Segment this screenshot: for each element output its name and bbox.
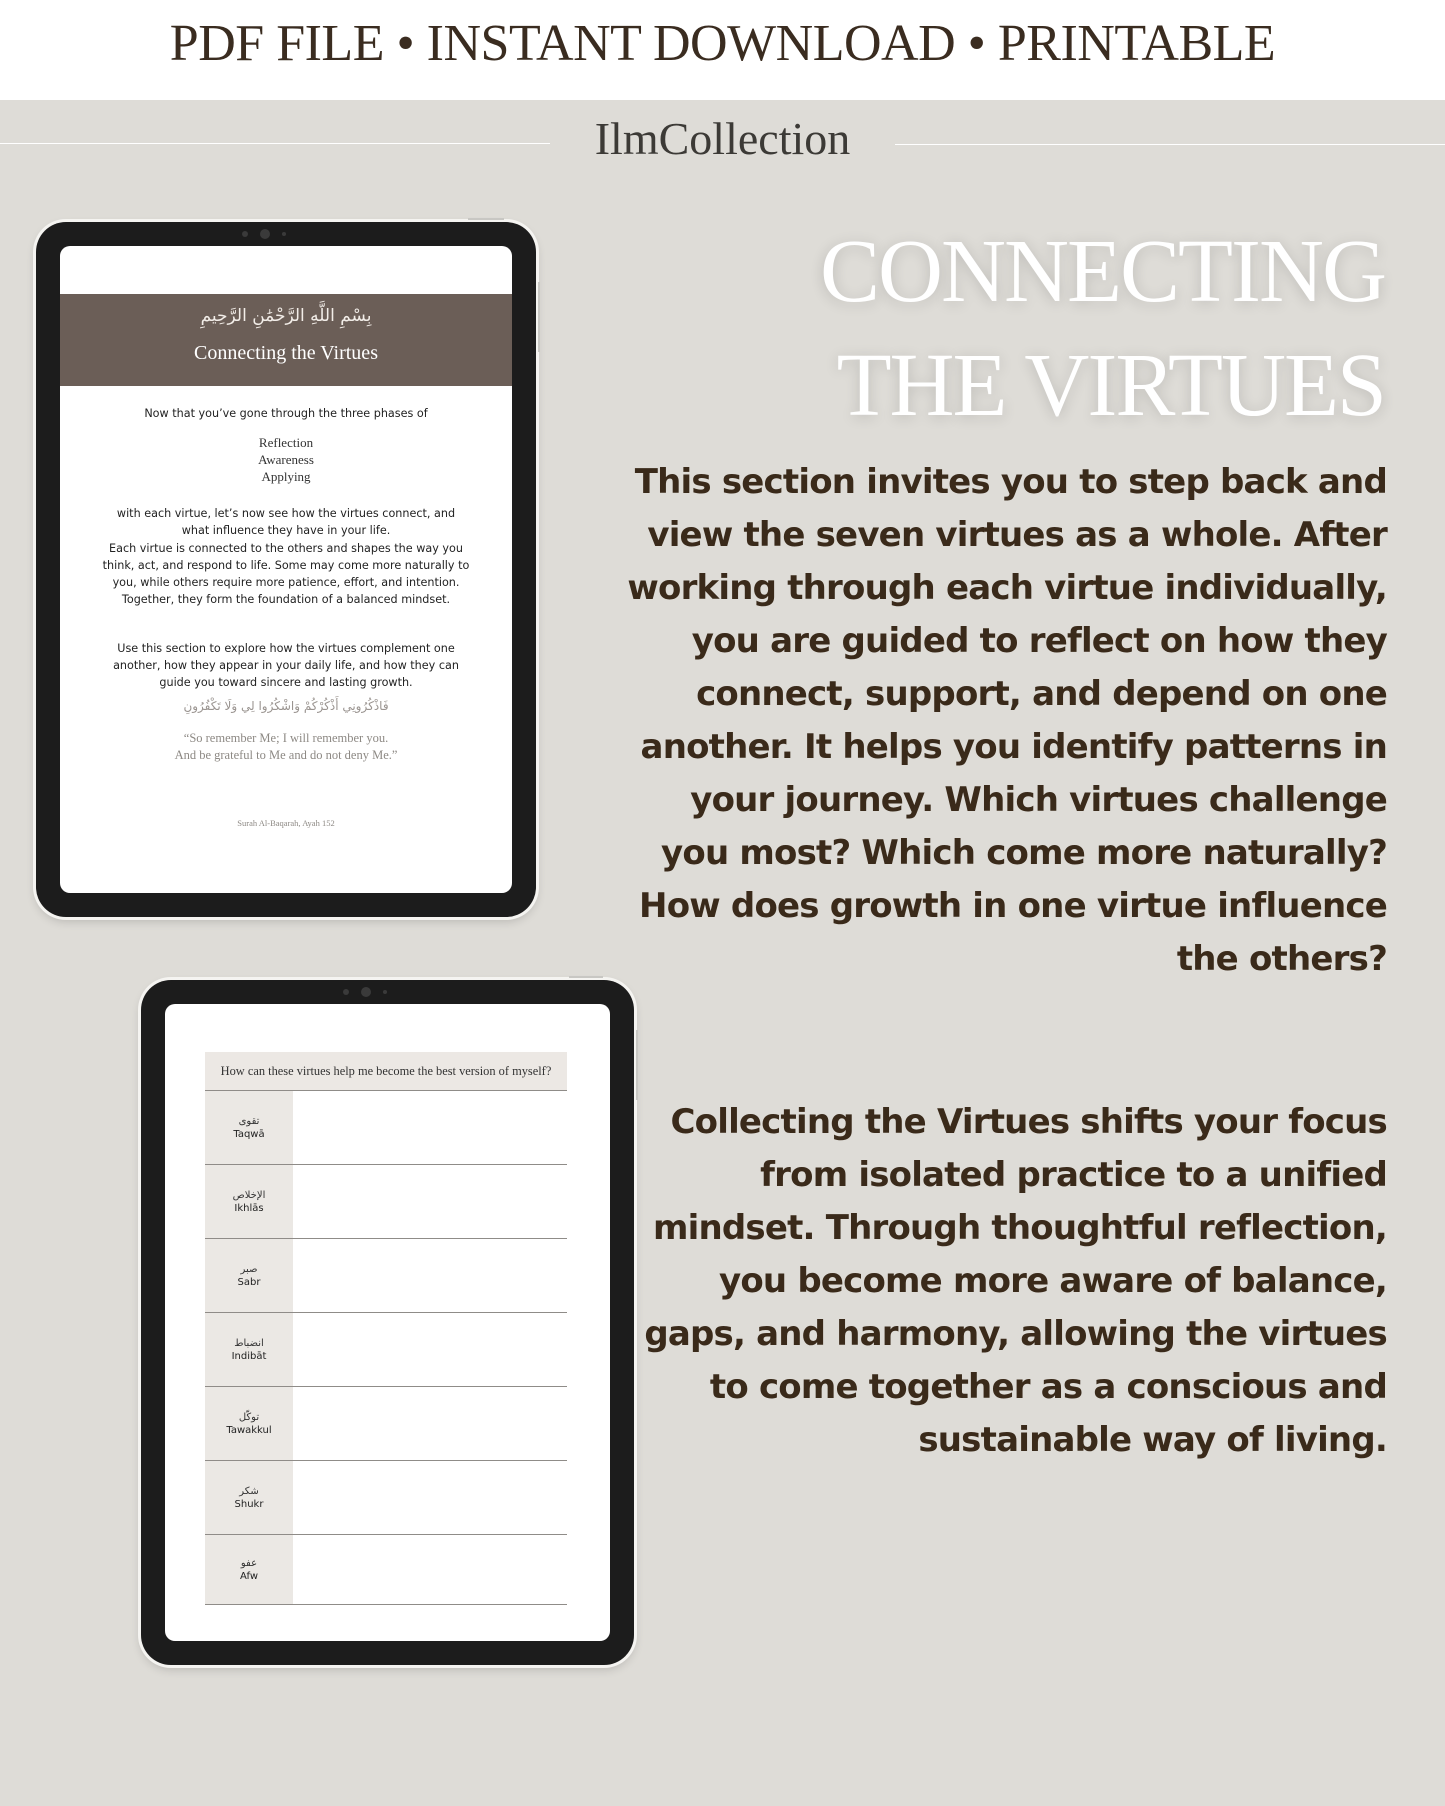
tablet-side-button xyxy=(636,1030,638,1100)
hero-title-line1: CONNECTING xyxy=(820,222,1385,321)
page-header-banner xyxy=(60,294,512,386)
description-paragraph-2: Collecting the Virtues shifts your focus from isolated practice to a unified mindset. Through thoughtful reflection, you become more aware of balance, gaps, and harmony, allowing the virtues to come together as a conscious and sustainable way of living. xyxy=(644,1102,1387,1460)
top-banner xyxy=(0,0,1445,100)
virtue-arabic: توكّل xyxy=(238,1411,260,1423)
virtue-label xyxy=(205,1461,293,1534)
virtue-arabic: انضباط xyxy=(234,1337,264,1349)
virtue-row[interactable] xyxy=(205,1239,567,1313)
phases-list xyxy=(60,434,512,485)
banner-text: PDF FILE • INSTANT DOWNLOAD • PRINTABLE xyxy=(169,15,1276,72)
worksheet-question: How can these virtues help me become the best version of myself? xyxy=(205,1052,567,1091)
verse-reference: Surah Al-Baqarah, Ayah 152 xyxy=(237,818,335,828)
body-paragraph-3: Use this section to explore how the virtues complement one another, how they appear in your daily life, and how they can guide you toward sincere and lasting growth. xyxy=(113,642,459,689)
virtue-row[interactable] xyxy=(205,1091,567,1165)
virtue-label xyxy=(205,1165,293,1238)
hero-title-line2: THE VIRTUES xyxy=(836,336,1385,435)
body-paragraph-2: Each virtue is connected to the others and shapes the way you think, act, and respond to life. Some may come more naturally to you, while others require more patience, effort, and intention. Together, they form the foundation of a balanced mindset. xyxy=(102,542,470,606)
tablet-screen xyxy=(165,1004,610,1641)
phase-item: Reflection xyxy=(258,435,314,450)
camera-sensor xyxy=(282,232,286,236)
virtue-arabic: عفو xyxy=(240,1557,258,1569)
brand-name: IlmCollection xyxy=(594,113,851,164)
virtue-arabic: تقوى xyxy=(238,1115,260,1127)
virtue-row[interactable] xyxy=(205,1535,567,1605)
virtue-label xyxy=(205,1535,293,1604)
arabic-verse: فَاذْكُرُونِي أَذْكُرْكُمْ وَاشْكُرُوا لِي وَلَا تَكْفُرُونِ xyxy=(183,699,389,713)
virtue-arabic: صبر xyxy=(240,1263,258,1275)
virtue-row[interactable] xyxy=(205,1387,567,1461)
virtue-arabic: الإخلاص xyxy=(232,1189,266,1201)
tablet-preview-worksheet xyxy=(141,980,634,1665)
tablet-screen xyxy=(60,246,512,893)
virtue-english: Taqwā xyxy=(233,1128,265,1140)
virtue-english: Tawakkul xyxy=(226,1424,272,1436)
virtue-english: Indibāt xyxy=(231,1350,267,1362)
virtue-english: Afw xyxy=(239,1570,258,1582)
tablet-top-button xyxy=(468,218,504,220)
page-heading: Connecting the Virtues xyxy=(194,342,378,364)
tablet-top-button xyxy=(569,976,603,978)
virtue-row[interactable] xyxy=(205,1313,567,1387)
intro-text: Now that you’ve gone through the three phases of xyxy=(144,407,428,420)
quote-line: And be grateful to Me and do not deny Me.” xyxy=(174,748,398,762)
virtue-english: Shukr xyxy=(234,1498,264,1510)
virtue-row[interactable] xyxy=(205,1461,567,1535)
virtue-english: Ikhlās xyxy=(234,1202,264,1214)
camera-lens xyxy=(361,987,371,997)
phase-item: Applying xyxy=(261,469,311,484)
basmala-calligraphy: بِسْمِ اللَّهِ الرَّحْمَٰنِ الرَّحِيمِ xyxy=(200,306,372,326)
camera-dot xyxy=(242,231,248,237)
camera-dot xyxy=(343,989,349,995)
virtue-arabic: شكر xyxy=(239,1485,259,1497)
verse-translation xyxy=(60,730,512,764)
tablet-side-button xyxy=(538,282,540,352)
virtue-english: Sabr xyxy=(237,1276,261,1288)
hero-title xyxy=(625,215,1385,443)
description-paragraph-1: This section invites you to step back and view the seven virtues as a whole. After working through each virtue individually, you are guided to reflect on how they connect, support, and depend on one another. It helps you identify patterns in your journey. Which virtues challenge you most? Which come more naturally? How does growth in one virtue influence the others? xyxy=(627,462,1387,979)
virtue-label xyxy=(205,1387,293,1460)
body-paragraph-1: with each virtue, let’s now see how the virtues connect, and what influence they have in your life. xyxy=(116,507,456,537)
virtue-label xyxy=(205,1313,293,1386)
camera-sensor xyxy=(383,990,387,994)
virtue-label xyxy=(205,1091,293,1164)
tablet-preview-intro xyxy=(36,222,536,917)
phase-item: Awareness xyxy=(258,452,314,467)
camera-lens xyxy=(260,229,270,239)
virtue-label xyxy=(205,1239,293,1312)
quote-line: “So remember Me; I will remember you. xyxy=(183,731,389,745)
virtue-row[interactable] xyxy=(205,1165,567,1239)
